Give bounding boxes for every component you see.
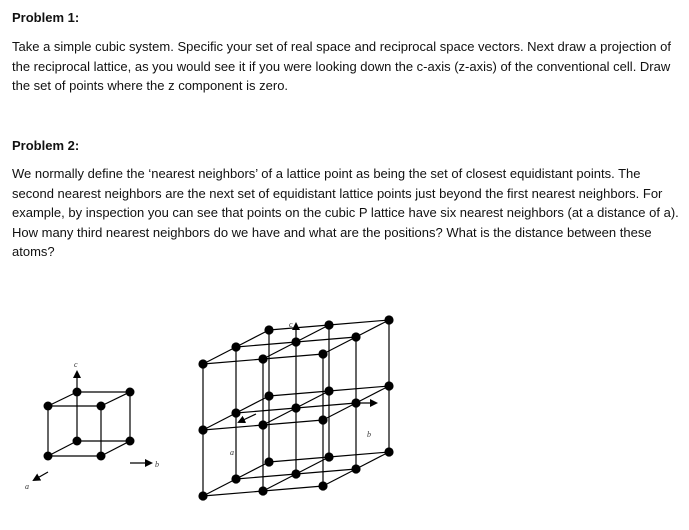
lattice-atom (198, 491, 207, 500)
lattice-atom (198, 425, 207, 434)
problem-2-heading: Problem 2: (12, 138, 80, 153)
lattice-atom (126, 437, 135, 446)
lattice-atom (351, 464, 360, 473)
problem-2-text: We normally define the ‘nearest neighbors’ of a lattice point as being the set of closest equidistant points. The second nearest neighbors are the next set of equidistant lattice points just beyond the first nearest neighbors. For example, by inspection you can see that points on the cubic P lattice have six nearest neighbors (at a distance of a). How many third nearest neighbors do we have and what are the positions? What is the distance between these atoms? (12, 166, 679, 259)
c-axis-label: c (74, 360, 78, 369)
cell-edge (101, 392, 130, 406)
lattice-atom (324, 386, 333, 395)
b-axis-label: b (155, 460, 159, 469)
cell-edge (48, 441, 77, 456)
problem-1-text: Take a simple cubic system. Specific your set of real space and reciprocal space vectors. Next draw a projection of the reciprocal lattice, as you would see it if you were looking down the c-axis (z-axis) of the conventional cell. Draw the set of points where the z component is zero. (12, 39, 671, 93)
lattice-atom (318, 415, 327, 424)
lattice-atom (97, 452, 106, 461)
lattice-atom (73, 437, 82, 446)
lattice-atom (291, 403, 300, 412)
lattice-atom (384, 447, 393, 456)
a-axis-arrow (34, 472, 48, 480)
lattice-b-axis-label: b (367, 430, 371, 439)
lattice-atom (231, 474, 240, 483)
lattice-atom (351, 332, 360, 341)
lattice-atom (44, 452, 53, 461)
lattice-atom (384, 315, 393, 324)
lattice-atom (258, 486, 267, 495)
lattice-atom (258, 354, 267, 363)
lattice-atom (324, 320, 333, 329)
lattice-atom (97, 402, 106, 411)
lattice-atom (318, 349, 327, 358)
lattice-a-axis-arrow (239, 414, 256, 422)
single-cubic-cell (25, 360, 159, 491)
lattice-atom (291, 469, 300, 478)
lattice-atom (198, 359, 207, 368)
lattice-atom (318, 481, 327, 490)
cell-edge (48, 392, 77, 406)
lattice-atom (351, 398, 360, 407)
lattice-atom (44, 402, 53, 411)
problem-1-heading: Problem 1: (12, 10, 80, 25)
lattice-atom (264, 325, 273, 334)
lattice-atom (231, 342, 240, 351)
a-axis-label: a (25, 482, 29, 491)
lattice-atom (264, 457, 273, 466)
cell-edge (101, 441, 130, 456)
lattice-atom (258, 420, 267, 429)
lattice-atom (264, 391, 273, 400)
lattice-atom (73, 388, 82, 397)
lattice-atom (231, 408, 240, 417)
lattice-atom (291, 337, 300, 346)
lattice-atom (126, 388, 135, 397)
lattice-atom (384, 381, 393, 390)
lattice-atom (324, 452, 333, 461)
cubic-p-lattice (198, 315, 393, 500)
lattice-c-axis-label: c (289, 320, 293, 329)
lattice-a-axis-label: a (230, 448, 234, 457)
